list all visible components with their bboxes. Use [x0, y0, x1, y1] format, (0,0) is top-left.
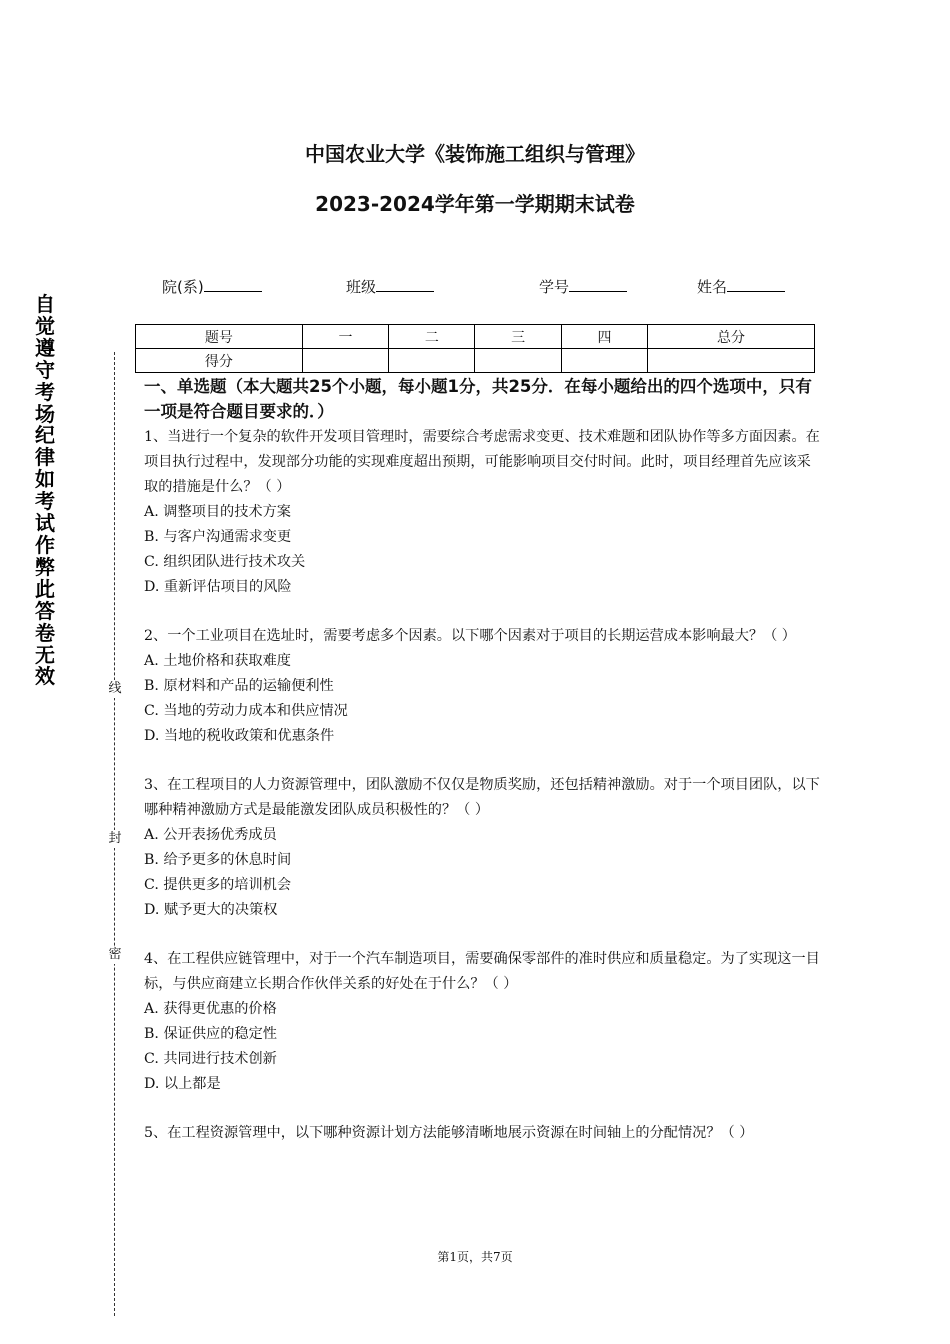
name-label: 姓名	[697, 278, 728, 296]
page-number: 第1页，共7页	[437, 1250, 513, 1264]
score-header-cell: 总分	[648, 325, 815, 349]
class-field[interactable]	[346, 276, 434, 297]
question-option: A. 公开表扬优秀成员	[144, 827, 277, 843]
score-cell[interactable]	[302, 349, 388, 373]
score-table	[135, 324, 815, 373]
question-option: A. 获得更优惠的价格	[144, 1001, 277, 1017]
exam-content	[144, 374, 820, 1146]
question-option: A. 调整项目的技术方案	[144, 504, 291, 520]
question-option: B. 原材料和产品的运输便利性	[144, 678, 334, 694]
score-table-score-row	[136, 349, 815, 373]
department-field[interactable]	[162, 276, 262, 297]
student-id-field[interactable]	[539, 276, 627, 297]
score-cell[interactable]	[648, 349, 815, 373]
exam-title-line1: 中国农业大学《装饰施工组织与管理》	[305, 142, 645, 166]
section-heading: 一、单选题（本大题共25个小题，每小题1分，共25分．在每小题给出的四个选项中，只有一项是符合题目要求的．）	[144, 377, 812, 421]
cut-label-secret: 密	[104, 946, 126, 964]
question-stem: 3、在工程项目的人力资源管理中，团队激励不仅仅是物质奖励，还包括精神激励。对于一个项目团队，以下哪种精神激励方式是最能激发团队成员积极性的？（ ）	[144, 777, 820, 818]
score-header-cell: 四	[561, 325, 647, 349]
cut-label-seal: 封	[104, 830, 126, 848]
score-header-cell: 题号	[136, 325, 303, 349]
question-option: C. 当地的劳动力成本和供应情况	[144, 703, 348, 719]
question-option: C. 共同进行技术创新	[144, 1051, 277, 1067]
score-row-label: 得分	[136, 349, 303, 373]
question-option: D. 当地的税收政策和优惠条件	[144, 728, 335, 744]
question-option: C. 提供更多的培训机会	[144, 877, 292, 893]
cut-label-line: 线	[104, 680, 126, 698]
score-header-cell: 三	[475, 325, 561, 349]
name-blank[interactable]	[727, 277, 785, 292]
question-stem: 1、当进行一个复杂的软件开发项目管理时，需要综合考虑需求变更、技术难题和团队协作等多方面因素。在项目执行过程中，发现部分功能的实现难度超出预期，可能影响项目交付时间。此时，项目经理首先应该采取的措施是什么？（ ）	[144, 429, 820, 495]
department-blank[interactable]	[204, 277, 262, 292]
student-id-blank[interactable]	[569, 277, 627, 292]
class-blank[interactable]	[376, 277, 434, 292]
score-cell[interactable]	[389, 349, 475, 373]
question-stem: 4、在工程供应链管理中，对于一个汽车制造项目，需要确保零部件的准时供应和质量稳定。为了实现这一目标，与供应商建立长期合作伙伴关系的好处在于什么？（ ）	[144, 951, 820, 992]
score-cell[interactable]	[475, 349, 561, 373]
score-cell[interactable]	[561, 349, 647, 373]
exam-title-line2: 2023-2024学年第一学期期末试卷	[315, 192, 635, 216]
question-stem: 5、在工程资源管理中，以下哪种资源计划方法能够清晰地展示资源在时间轴上的分配情况？（ ）	[144, 1125, 754, 1141]
question-option: B. 与客户沟通需求变更	[144, 529, 292, 545]
question-option: A. 土地价格和获取难度	[144, 653, 291, 669]
question-stem: 2、一个工业项目在选址时，需要考虑多个因素。以下哪个因素对于项目的长期运营成本影响最大？（ ）	[144, 628, 796, 644]
question-option: B. 给予更多的休息时间	[144, 852, 292, 868]
question-option: D. 以上都是	[144, 1076, 221, 1092]
score-header-cell: 二	[389, 325, 475, 349]
student-id-label: 学号	[539, 278, 570, 296]
score-table-header-row	[136, 325, 815, 349]
question-option: D. 赋予更大的决策权	[144, 902, 278, 918]
exam-discipline-notice: 自觉遵守考场纪律如考试作弊此答卷无效	[35, 292, 55, 689]
name-field[interactable]	[697, 276, 785, 297]
question-option: C. 组织团队进行技术攻关	[144, 554, 306, 570]
class-label: 班级	[346, 278, 377, 296]
question-option: D. 重新评估项目的风险	[144, 579, 292, 595]
department-label: 院(系)	[162, 278, 204, 296]
question-option: B. 保证供应的稳定性	[144, 1026, 277, 1042]
score-header-cell: 一	[302, 325, 388, 349]
